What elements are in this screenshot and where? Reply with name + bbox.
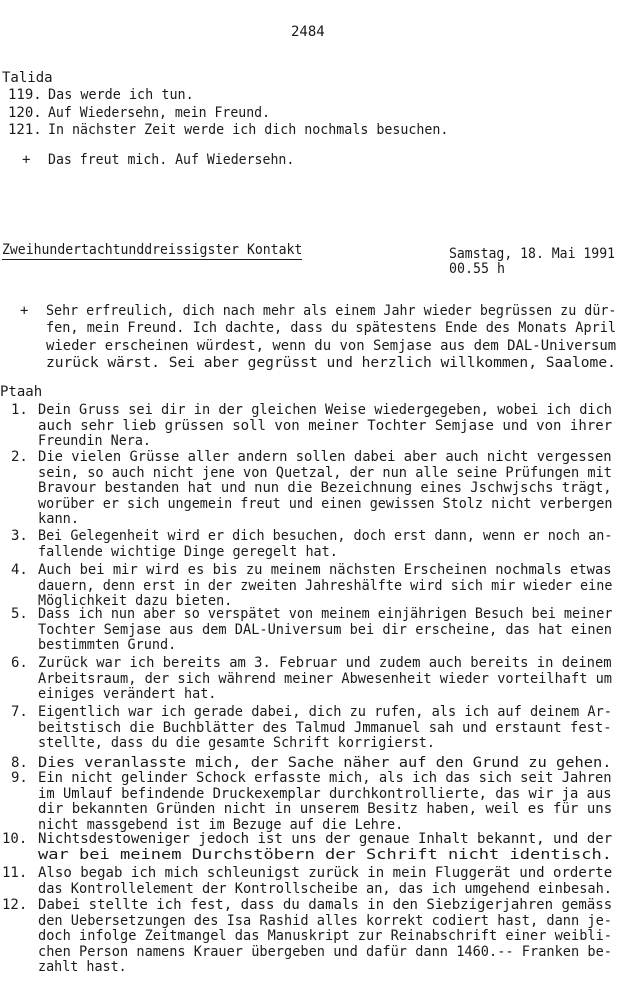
- item-line: das Kontrollelement der Kontrollscheibe an, das ich umgehend einbesah.: [38, 880, 613, 897]
- item-line: dir bekannten Gründen nicht in unserem Besitz haben, weil es für uns: [38, 801, 613, 817]
- item-number: 10.: [2, 831, 28, 847]
- item-line: Eigentlich war ich gerade dabei, dich zu rufen, als ich auf deinem Ar-: [38, 704, 613, 720]
- speaker-talida: Talida: [2, 70, 53, 86]
- greeting-line: zurück wärst. Sei aber gegrüsst und herzlich willkommen, Saalome.: [46, 355, 616, 371]
- item-line: Also begab ich mich schleunigst zurück in mein Fluggerät und orderte: [38, 865, 613, 881]
- item-line: Nichtsdestoweniger jedoch ist uns der genaue Inhalt bekannt, und der: [38, 831, 613, 847]
- item-line: den Uebersetzungen des Isa Rashid alles korrekt codiert hast, dann je-: [38, 912, 613, 929]
- item-line: einiges verändert hat.: [38, 686, 217, 702]
- item-line: Die vielen Grüsse aller andern sollen dabei aber auch nicht vergessen: [38, 449, 612, 465]
- item-number: 11.: [2, 865, 28, 881]
- contact-time: 00.55 h: [449, 261, 506, 277]
- item-line: worüber er sich ungemein freut und einen gewissen Stolz nicht verbergen: [38, 495, 613, 512]
- item-number: 12.: [2, 897, 28, 913]
- item-number: 8.: [11, 755, 28, 771]
- item-text: Auf Wiedersehn, mein Freund.: [48, 105, 271, 121]
- item-line: im Umlauf befindende Druckexemplar durchkontrollierte, das wir ja aus: [38, 785, 612, 802]
- item-number: 5.: [11, 606, 28, 622]
- item-line: Zurück war ich bereits am 3. Februar und zudem auch bereits in deinem: [38, 655, 612, 671]
- item-line: dauern, denn erst in der zweiten Jahreshälfte wird sich mir wieder eine: [38, 577, 613, 594]
- item-number: 2.: [11, 449, 28, 465]
- item-line: Bravour bestanden hat und nun die Bezeichnung eines Jschwjschs trägt,: [38, 480, 612, 496]
- speaker-ptaah: Ptaah: [0, 384, 43, 400]
- item-line: Möglichkeit dazu bieten.: [38, 593, 233, 609]
- item-line: fallende wichtige Dinge geregelt hat.: [38, 543, 338, 560]
- item-line: chen Person namens Krauer übergeben und dafür dann 1460.-- Franken be-: [38, 943, 613, 960]
- item-number: 6.: [11, 655, 28, 671]
- item-line: Dabei stellte ich fest, dass du damals in den Siebzigerjahren gemäss: [38, 897, 613, 913]
- item-line: war bei meinem Durchstöbern der Schrift nicht identisch.: [38, 846, 613, 863]
- page-number: 2484: [291, 24, 325, 40]
- item-number: 9.: [11, 770, 28, 786]
- greeting-line: Sehr erfreulich, dich nach mehr als einem Jahr wieder begrüssen zu dür-: [46, 303, 617, 319]
- item-line: doch infolge Zeitmangel das Manuskript zur Reinabschrift einer weibli-: [38, 928, 613, 944]
- item-line: Bei Gelegenheit wird er dich besuchen, doch erst dann, wenn er noch an-: [38, 528, 613, 544]
- item-number: 121.: [8, 122, 42, 138]
- plus-marker: +: [22, 152, 31, 168]
- item-line: Dass ich nun aber so verspätet von meinem einjährigen Besuch bei meiner: [38, 606, 613, 622]
- item-text: Das werde ich tun.: [48, 87, 194, 103]
- item-line: stellte, dass du die gesamte Schrift korrigierst.: [38, 735, 436, 751]
- contact-date: Samstag, 18. Mai 1991: [449, 246, 616, 262]
- contact-title: Zweihundertachtunddreissigster Kontakt: [2, 242, 303, 258]
- item-line: Freundin Nera.: [38, 433, 152, 449]
- item-line: kann.: [38, 511, 80, 527]
- item-line: Dein Gruss sei dir in der gleichen Weise wiedergegeben, wobei ich dich: [38, 402, 613, 418]
- item-line: Tochter Semjase aus dem DAL-Universum bei dir erscheine, das hat einen: [38, 621, 613, 638]
- item-number: 119.: [8, 87, 42, 103]
- item-number: 120.: [8, 105, 42, 121]
- item-number: 3.: [11, 528, 28, 544]
- item-line: Dies veranlasste mich, der Sache näher auf den Grund zu gehen.: [38, 755, 612, 771]
- item-number: 4.: [11, 562, 28, 578]
- plus-marker: +: [20, 303, 29, 319]
- item-number: 1.: [11, 402, 28, 418]
- item-line: Ein nicht gelinder Schock erfasste mich, als ich das sich seit Jahren: [38, 770, 612, 786]
- item-line: bestimmten Grund.: [38, 637, 177, 653]
- item-line: Auch bei mir wird es bis zu meinem nächsten Erscheinen nochmals etwas: [38, 562, 612, 578]
- item-line: beitstisch die Buchblätter des Talmud Jmmanuel sah und erstaunt fest-: [38, 719, 612, 736]
- greeting-line: fen, mein Freund. Ich dachte, dass du spätestens Ende des Monats April: [46, 320, 617, 336]
- item-text: In nächster Zeit werde ich dich nochmals besuchen.: [48, 122, 449, 138]
- item-line: zahlt hast.: [38, 959, 127, 975]
- item-line: sein, so auch nicht jene von Quetzal, der nun alle seine Prüfungen mit: [38, 464, 613, 481]
- reply-text: Das freut mich. Auf Wiedersehn.: [48, 152, 295, 168]
- item-number: 7.: [11, 704, 28, 720]
- item-line: auch sehr lieb grüssen soll von meiner Tochter Semjase und von ihrer: [38, 417, 613, 434]
- item-line: Arbeitsraum, der sich während meiner Abwesenheit wieder vorteilhaft um: [38, 670, 613, 687]
- item-line: nicht massgebend ist im Bezuge auf die Lehre.: [38, 816, 404, 833]
- greeting-line: wieder erscheinen würdest, wenn du von Semjase aus dem DAL-Universum: [46, 338, 617, 354]
